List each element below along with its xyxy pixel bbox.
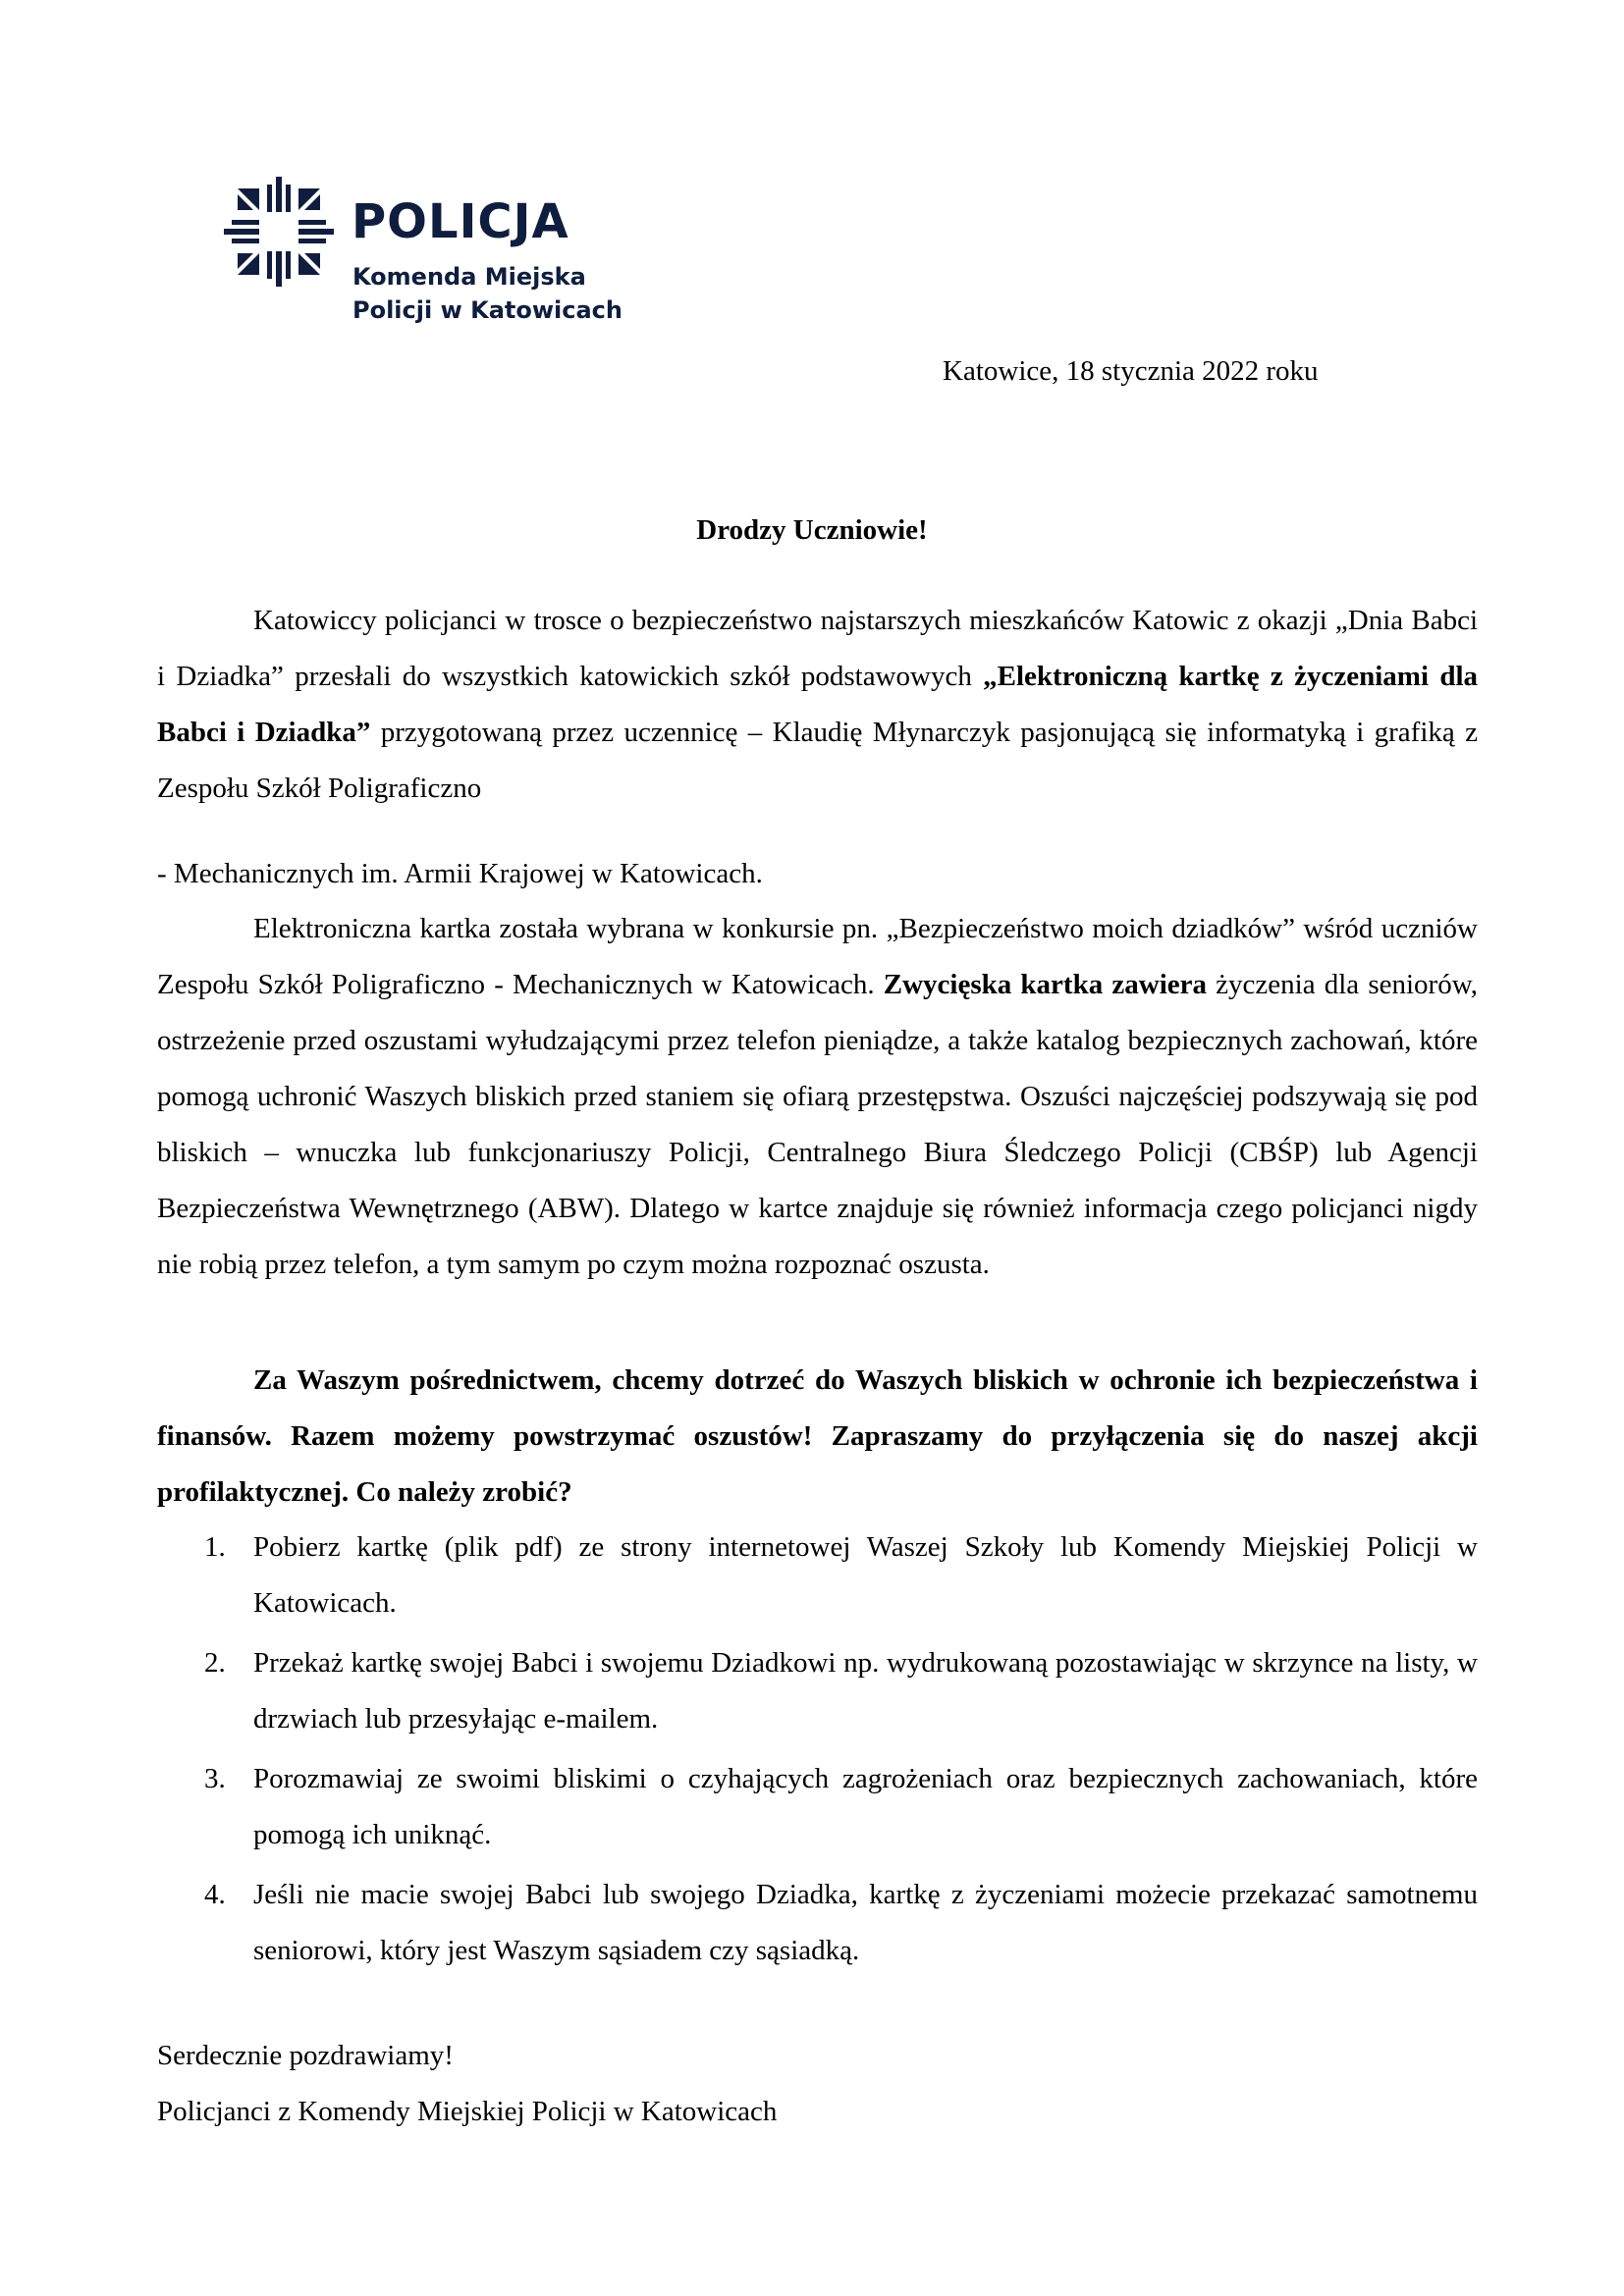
logo-title: POLICJA <box>352 194 569 249</box>
list-item-text: Porozmawiaj ze swoimi bliskimi o czyhających zagrożeniach oraz bezpiecznych zachowaniach, które pomogą ich uniknąć. <box>253 1763 1478 1850</box>
logo-subtitle-line1: Komenda Miejska <box>352 263 586 291</box>
list-item-number: 1. <box>204 1531 226 1563</box>
paragraph-1-rest: przygotowaną przez uczennicę – Klaudię Młynarczyk pasjonującą się informatyką i grafiką z Zespołu Szkół Poligraficzno <box>157 717 1478 804</box>
paragraph-3 <box>157 1353 1478 1521</box>
paragraph-2-rest: życzenia dla seniorów, ostrzeżenie przed oszustami wyłudzającymi przez telefon pieniądze, a także katalog bezpiecznych zachowań, które pomogą uchronić Waszych bliskich przed staniem się ofiarą przestępstwa. Oszuści najczęściej podszywają się pod bliskich – wnuczka lub funkcjonariuszy Policji, Centralnego Biura Śledczego Policji (CBŚP) lub Agencji Bezpieczeństwa Wewnętrznego (ABW). Dlatego w kartce znajduje się również informacja czego policjanci nigdy nie robią przez telefon, a tym samym po czym można rozpoznać oszusta. <box>157 969 1479 1280</box>
paragraph-2-intro: Elektroniczna kartka została wybrana w konkursie pn. „Bezpieczeństwo moich dziadków” wśród uczniów Zespołu Szkół Poligraficzno - Mechanicznych w Katowicach. <box>157 913 1478 1000</box>
list-item-text: Przekaż kartkę swojej Babci i swojemu Dziadkowi np. wydrukowaną pozostawiając w skrzynce na listy, w drzwiach lub przesyłając e-mailem. <box>253 1647 1478 1735</box>
police-star-icon <box>224 177 334 287</box>
closing <box>157 2028 777 2140</box>
list-item-number: 3. <box>204 1763 226 1794</box>
card-title-bold: „Elektroniczną kartkę z życzeniami dla Babci i Dziadka” <box>157 661 1479 748</box>
letter-date: Katowice, 18 stycznia 2022 roku <box>943 355 1319 387</box>
logo-subtitle-line2: Policji w Katowicach <box>352 296 623 324</box>
steps-list <box>157 1520 1478 1983</box>
list-item-text: Jeśli nie macie swojej Babci lub swojego Dziadka, kartkę z życzeniami możecie przekazać samotnemu seniorowi, który jest Waszym sąsiadem czy sąsiadką. <box>253 1879 1478 1966</box>
list-item-text: Pobierz kartkę (plik pdf) ze strony internetowej Waszej Szkoły lub Komendy Miejskiej Policji w Katowicach. <box>253 1531 1478 1619</box>
list-item <box>157 1520 1478 1631</box>
winning-card-bold: Zwycięska kartka zawiera <box>883 969 1207 1000</box>
police-logo <box>224 177 636 334</box>
list-item-number: 2. <box>204 1647 226 1679</box>
paragraph-1-last-line-text: - Mechanicznych im. Armii Krajowej w Katowicach. <box>157 858 763 889</box>
list-item <box>157 1867 1478 1979</box>
list-item <box>157 1635 1478 1747</box>
paragraph-1 <box>157 593 1478 817</box>
paragraph-1-text <box>157 593 1478 817</box>
paragraph-2-text <box>157 901 1478 1293</box>
greeting-heading: Drodzy Uczniowie! <box>696 514 928 546</box>
list-item-number: 4. <box>204 1879 226 1910</box>
list-item <box>157 1751 1478 1863</box>
signature: Policjanci z Komendy Miejskiej Policji w Katowicach <box>157 2096 778 2127</box>
paragraph-1-last-line <box>157 846 1478 902</box>
paragraph-2 <box>157 901 1478 1293</box>
paragraph-1-intro: Katowiccy policjanci w trosce o bezpieczeństwo najstarszych mieszkańców Katowic z okazji „Dnia Babci i Dziadka” przesłali do wszystkich katowickich szkół podstawowych <box>157 605 1478 692</box>
call-to-action-bold: Za Waszym pośrednictwem, chcemy dotrzeć do Waszych bliskich w ochronie ich bezpieczeństwa i finansów. Razem możemy powstrzymać oszustów! Zapraszamy do przyłączenia się do naszej akcji profilaktycznej. Co należy zrobić? <box>157 1364 1478 1508</box>
closing-greeting: Serdecznie pozdrawiamy! <box>157 2040 454 2071</box>
